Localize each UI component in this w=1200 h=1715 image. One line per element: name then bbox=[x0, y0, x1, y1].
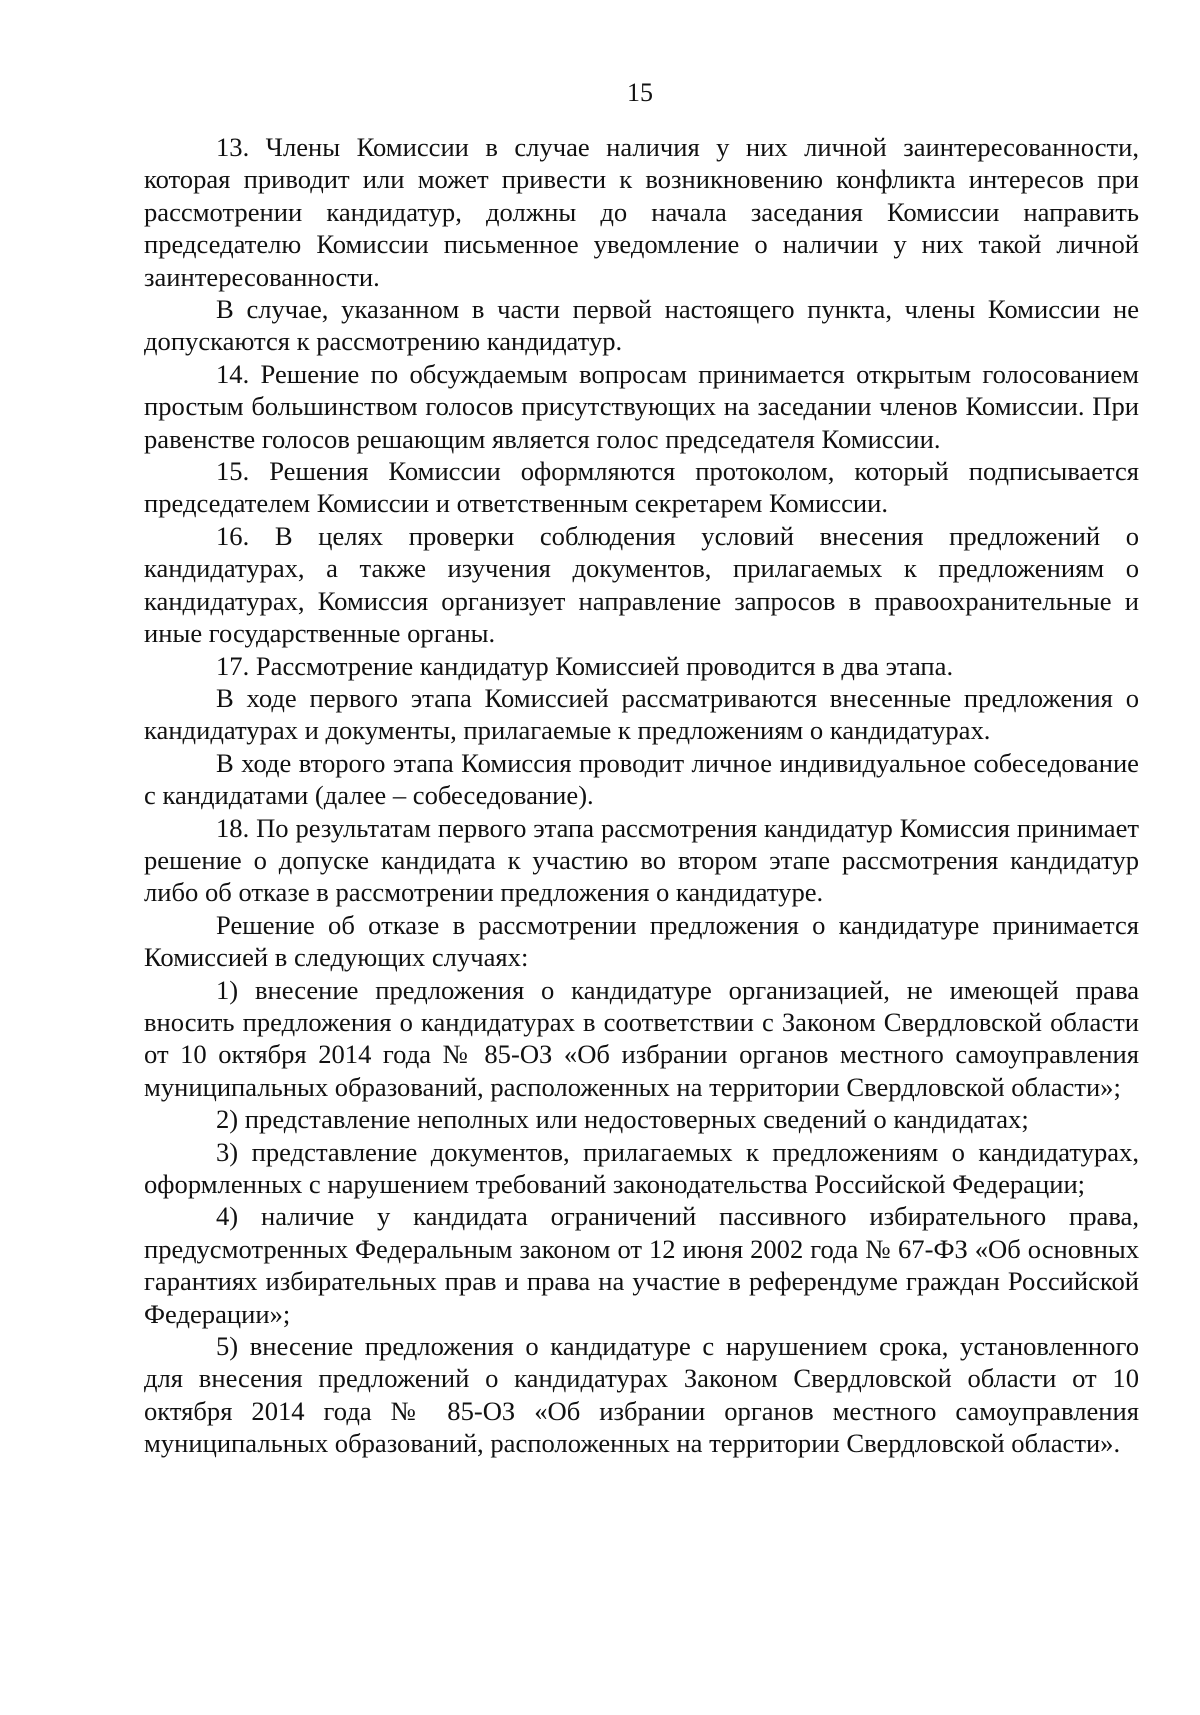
paragraph-17: 17. Рассмотрение кандидатур Комиссией проводится в два этапа. bbox=[216, 650, 954, 681]
paragraph-17-stage-1: В ходе первого этапа Комиссией рассматриваются внесенные предложения о кандидатурах и документы, прилагаемые к предложениям о кандидатурах. bbox=[144, 682, 1139, 746]
paragraph-14: 14. Решение по обсуждаемым вопросам принимается открытым голосованием простым большинством голосов присутствующих на заседании членов Комиссии. При равенстве голосов решающим является голос председателя Комиссии. bbox=[144, 358, 1139, 454]
document-body bbox=[144, 131, 1139, 1460]
paragraph-13-part-2: В случае, указанном в части первой настоящего пункта, члены Комиссии не допускаются к рассмотрению кандидатур. bbox=[144, 294, 1139, 357]
list-item-2: 2) представление неполных или недостоверных сведений о кандидатах; bbox=[216, 1104, 1029, 1135]
list-item-1: 1) внесение предложения о кандидатуре организацией, не имеющей права вносить предложения о кандидатурах в соответствии с Законом Свердловской области от 10 октября 2014 года № 85-ОЗ «Об избрании органов местного самоуправления муниципальных образований, расположенных на территории Свердловской области»; bbox=[144, 974, 1139, 1102]
page-number: 15 bbox=[627, 78, 653, 107]
list-item-5: 5) внесение предложения о кандидатуре с нарушением срока, установленного для внесения предложений о кандидатурах Законом Свердловской области от 10 октября 2014 года № 85-ОЗ «Об избрании органов местного самоуправления муниципальных образований, расположенных на территории Свердловской области». bbox=[144, 1331, 1139, 1459]
paragraph-17-stage-2: В ходе второго этапа Комиссия проводит личное индивидуальное собеседование с кандидатами (далее – собеседование). bbox=[144, 747, 1139, 811]
paragraph-16: 16. В целях проверки соблюдения условий внесения предложений о кандидатурах, а также изучения документов, прилагаемых к предложениям о кандидатурах, Комиссия организует направление запросов в правоохранительные и иные государственные органы. bbox=[144, 520, 1139, 649]
list-item-4: 4) наличие у кандидата ограничений пассивного избирательного права, предусмотренных Федеральным законом от 12 июня 2002 года № 67-ФЗ «Об основных гарантиях избирательных прав и права на участие в референдуме граждан Российской Федерации»; bbox=[144, 1201, 1139, 1329]
paragraph-15: 15. Решения Комиссии оформляются протоколом, который подписывается председателем Комиссии и ответственным секретарем Комиссии. bbox=[144, 456, 1139, 519]
paragraph-13: 13. Члены Комиссии в случае наличия у них личной заинтересованности, которая приводит или может привести к возникновению конфликта интересов при рассмотрении кандидатур, должны до начала заседания Комиссии направить председателю Комиссии письменное уведомление о наличии у них такой личной заинтересованности. bbox=[144, 132, 1139, 292]
paragraph-18: 18. По результатам первого этапа рассмотрения кандидатур Комиссия принимает решение о допуске кандидата к участию во втором этапе рассмотрения кандидатур либо об отказе в рассмотрении предложения о кандидатуре. bbox=[144, 812, 1139, 908]
list-item-3: 3) представление документов, прилагаемых к предложениям о кандидатурах, оформленных с нарушением требований законодательства Российской Федерации; bbox=[144, 1136, 1139, 1199]
paragraph-18-refusal-intro: Решение об отказе в рассмотрении предложения о кандидатуре принимается Комиссией в следующих случаях: bbox=[144, 909, 1139, 973]
